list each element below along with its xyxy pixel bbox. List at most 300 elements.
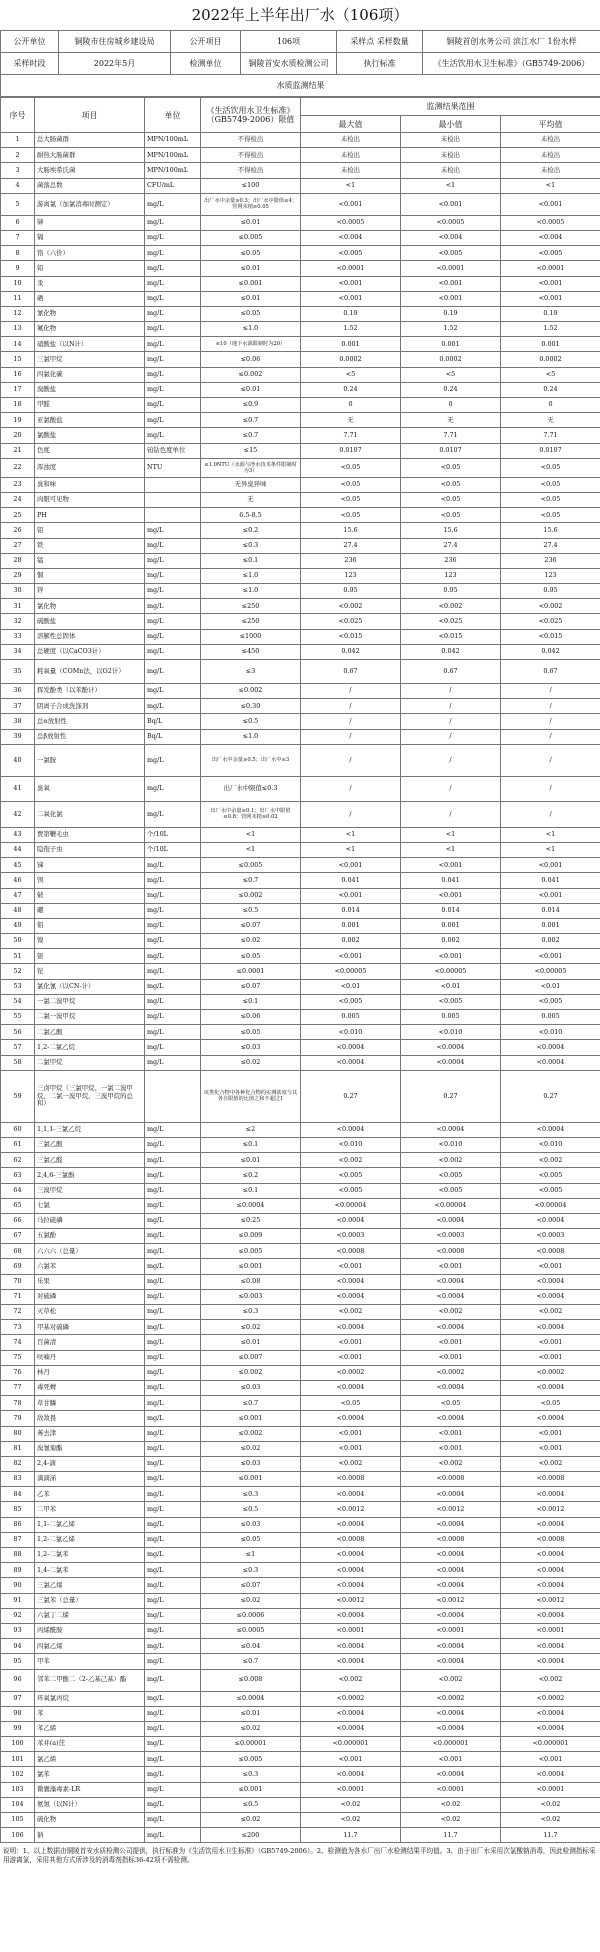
limit-value: ≤0.08 — [201, 1274, 301, 1289]
avg-value: <0.005 — [501, 246, 600, 261]
avg-value: <1 — [501, 178, 600, 193]
table-row — [1, 1813, 600, 1828]
table-row — [1, 538, 600, 553]
avg-value: <0.0008 — [501, 1532, 600, 1547]
table-row — [1, 428, 600, 443]
limit-value: ≤0.9 — [201, 398, 301, 413]
row-no: 79 — [1, 1411, 35, 1426]
avg-value: <0.0004 — [501, 1767, 600, 1782]
limit-value: ≤1000 — [201, 629, 301, 644]
item-name: 硫酸盐 — [35, 614, 145, 629]
limit-value: ≤0.5 — [201, 903, 301, 918]
avg-value: <0.02 — [501, 1797, 600, 1812]
min-value: 15.6 — [401, 523, 501, 538]
row-no: 73 — [1, 1320, 35, 1335]
table-row — [1, 291, 600, 306]
max-value: <0.0004 — [301, 1767, 401, 1782]
avg-value: <0.0002 — [501, 1365, 600, 1380]
limit-value: 无异臭异味 — [201, 477, 301, 492]
item-name: 苯 — [35, 1706, 145, 1721]
row-no: 63 — [1, 1168, 35, 1183]
min-value: 236 — [401, 553, 501, 568]
max-value: <0.001 — [301, 1350, 401, 1365]
row-no: 11 — [1, 291, 35, 306]
unit: mg/L — [145, 1040, 201, 1055]
meta-row-2 — [1, 53, 600, 75]
unit — [145, 508, 201, 523]
avg-value: <0.0004 — [501, 1411, 600, 1426]
table-row — [1, 858, 600, 873]
limit-value: ≤0.01 — [201, 215, 301, 230]
min-value: <0.0008 — [401, 1472, 501, 1487]
max-value: <0.0004 — [301, 1411, 401, 1426]
avg-value: <0.0001 — [501, 1782, 600, 1797]
item-name: 七氯 — [35, 1198, 145, 1213]
unit: mg/L — [145, 1813, 201, 1828]
unit: mg/L — [145, 276, 201, 291]
max-value: / — [301, 801, 401, 827]
table-row — [1, 918, 600, 933]
header-min: 最小值 — [401, 116, 501, 133]
min-value: <1 — [401, 842, 501, 857]
table-row — [1, 163, 600, 178]
item-name: 六氯苯 — [35, 1259, 145, 1274]
unit: mg/L — [145, 1213, 201, 1228]
max-value: <0.05 — [301, 1396, 401, 1411]
table-row — [1, 776, 600, 801]
table-row — [1, 714, 600, 729]
row-no: 48 — [1, 903, 35, 918]
row-no: 106 — [1, 1828, 35, 1843]
item-name: 甲基对硫磷 — [35, 1320, 145, 1335]
max-value: 0.014 — [301, 903, 401, 918]
min-value: <0.0003 — [401, 1229, 501, 1244]
avg-value: <0.00004 — [501, 1198, 600, 1213]
item-name: 二氯甲烷 — [35, 1055, 145, 1070]
avg-value: 11.7 — [501, 1828, 600, 1843]
avg-value: 15.6 — [501, 523, 600, 538]
table-row — [1, 261, 600, 276]
table-row — [1, 729, 600, 744]
limit-value: ≤0.07 — [201, 1578, 301, 1593]
max-value: <0.0001 — [301, 261, 401, 276]
avg-value: <0.0004 — [501, 1608, 600, 1623]
unit: mg/L — [145, 1487, 201, 1502]
table-row — [1, 508, 600, 523]
unit: mg/L — [145, 1122, 201, 1137]
min-value: <5 — [401, 367, 501, 382]
row-no: 17 — [1, 382, 35, 397]
avg-value: <0.0001 — [501, 261, 600, 276]
row-no: 66 — [1, 1213, 35, 1228]
row-no: 26 — [1, 523, 35, 538]
row-no: 9 — [1, 261, 35, 276]
table-row — [1, 644, 600, 659]
row-no: 46 — [1, 873, 35, 888]
limit-value: ≤0.02 — [201, 1813, 301, 1828]
min-value: <0.0004 — [401, 1767, 501, 1782]
max-value: 7.71 — [301, 428, 401, 443]
max-value: <1 — [301, 178, 401, 193]
row-no: 36 — [1, 684, 35, 699]
limit-value: ≤0.01 — [201, 1335, 301, 1350]
avg-value: <0.05 — [501, 458, 600, 477]
unit: mg/L — [145, 1706, 201, 1721]
avg-value: <0.05 — [501, 1396, 600, 1411]
row-no: 39 — [1, 729, 35, 744]
max-value: <1 — [301, 842, 401, 857]
meta-cell: 执行标准 — [337, 53, 423, 75]
min-value: <0.005 — [401, 1168, 501, 1183]
table-row — [1, 1055, 600, 1070]
min-value: 0.95 — [401, 584, 501, 599]
item-name: 丙烯酰胺 — [35, 1623, 145, 1638]
min-value: <0.001 — [401, 1350, 501, 1365]
min-value: <0.05 — [401, 508, 501, 523]
min-value: / — [401, 714, 501, 729]
limit-value: ≤0.02 — [201, 1320, 301, 1335]
table-row — [1, 148, 600, 163]
min-value: <0.002 — [401, 1456, 501, 1471]
avg-value: <0.0004 — [501, 1289, 600, 1304]
item-name: 1,4-二氯苯 — [35, 1563, 145, 1578]
row-no: 31 — [1, 599, 35, 614]
limit-value: ≤0.01 — [201, 382, 301, 397]
item-name: 锑 — [35, 858, 145, 873]
unit: mg/L — [145, 1289, 201, 1304]
limit-value: 无 — [201, 492, 301, 507]
max-value: 0.041 — [301, 873, 401, 888]
min-value: <0.001 — [401, 1426, 501, 1441]
max-value: / — [301, 714, 401, 729]
row-no: 20 — [1, 428, 35, 443]
item-name: 马拉硫磷 — [35, 1213, 145, 1228]
row-no: 96 — [1, 1669, 35, 1691]
table-row — [1, 827, 600, 842]
unit: mg/L — [145, 776, 201, 801]
table-row — [1, 1010, 600, 1025]
item-name: 铝 — [35, 523, 145, 538]
max-value: <0.0004 — [301, 1274, 401, 1289]
avg-value: <0.0003 — [501, 1229, 600, 1244]
results-table — [0, 97, 600, 1843]
item-name: 总α放射性 — [35, 714, 145, 729]
avg-value: <0.005 — [501, 1183, 600, 1198]
table-row — [1, 1040, 600, 1055]
table-row — [1, 744, 600, 776]
row-no: 14 — [1, 337, 35, 352]
min-value: <0.0004 — [401, 1289, 501, 1304]
avg-value: <0.0004 — [501, 1548, 600, 1563]
unit: mg/L — [145, 918, 201, 933]
row-no: 98 — [1, 1706, 35, 1721]
max-value: 15.6 — [301, 523, 401, 538]
max-value: <0.0004 — [301, 1487, 401, 1502]
table-row — [1, 1244, 600, 1259]
unit: mg/L — [145, 322, 201, 337]
item-name: 苯乙烯 — [35, 1721, 145, 1736]
table-row — [1, 215, 600, 230]
table-row — [1, 1456, 600, 1471]
table-row — [1, 1396, 600, 1411]
meta-cell: 采样时段 — [1, 53, 59, 75]
row-no: 67 — [1, 1229, 35, 1244]
item-name: 铁 — [35, 538, 145, 553]
min-value: 0.67 — [401, 660, 501, 684]
min-value: <0.0008 — [401, 1532, 501, 1547]
item-name: 1,1-二氯乙烯 — [35, 1517, 145, 1532]
row-no: 64 — [1, 1183, 35, 1198]
table-row — [1, 1259, 600, 1274]
item-name: 臭氧 — [35, 776, 145, 801]
limit-value: ≤0.002 — [201, 1426, 301, 1441]
avg-value: 0.67 — [501, 660, 600, 684]
unit: mg/L — [145, 1721, 201, 1736]
min-value: <0.05 — [401, 1396, 501, 1411]
max-value: <0.010 — [301, 1137, 401, 1152]
table-row — [1, 1472, 600, 1487]
max-value: 未检出 — [301, 133, 401, 148]
row-no: 76 — [1, 1365, 35, 1380]
avg-value: 0.041 — [501, 873, 600, 888]
limit-value: ≤0.01 — [201, 291, 301, 306]
min-value: <0.010 — [401, 1025, 501, 1040]
min-value: <0.001 — [401, 1752, 501, 1767]
max-value: <0.0005 — [301, 215, 401, 230]
unit: mg/L — [145, 629, 201, 644]
avg-value: <0.002 — [501, 1456, 600, 1471]
avg-value: 7.71 — [501, 428, 600, 443]
max-value: <0.05 — [301, 508, 401, 523]
row-no: 89 — [1, 1563, 35, 1578]
row-no: 71 — [1, 1289, 35, 1304]
max-value: <0.002 — [301, 1153, 401, 1168]
min-value: 未检出 — [401, 133, 501, 148]
min-value: 0.19 — [401, 306, 501, 321]
item-name: 菌落总数 — [35, 178, 145, 193]
min-value: <0.0004 — [401, 1274, 501, 1289]
item-name: 二氯一溴甲烷 — [35, 1010, 145, 1025]
table-row — [1, 568, 600, 583]
limit-value: ≤0.7 — [201, 873, 301, 888]
avg-value: 0.002 — [501, 934, 600, 949]
table-row — [1, 1153, 600, 1168]
table-row — [1, 246, 600, 261]
unit: MPN/100mL — [145, 163, 201, 178]
max-value: 无 — [301, 413, 401, 428]
unit: mg/L — [145, 994, 201, 1009]
row-no: 62 — [1, 1153, 35, 1168]
unit: mg/L — [145, 1502, 201, 1517]
item-name: 氯苯 — [35, 1767, 145, 1782]
max-value: <0.0004 — [301, 1055, 401, 1070]
limit-value: ≤0.001 — [201, 1472, 301, 1487]
unit: mg/L — [145, 1767, 201, 1782]
row-no: 60 — [1, 1122, 35, 1137]
item-name: 三氯甲烷 — [35, 352, 145, 367]
row-no: 37 — [1, 699, 35, 714]
min-value: 0.005 — [401, 1010, 501, 1025]
table-row — [1, 1563, 600, 1578]
row-no: 59 — [1, 1070, 35, 1122]
min-value: <0.002 — [401, 599, 501, 614]
unit — [145, 1070, 201, 1122]
avg-value: 无 — [501, 413, 600, 428]
item-name: 硼 — [35, 903, 145, 918]
avg-value: <0.0002 — [501, 1691, 600, 1706]
unit: mg/L — [145, 246, 201, 261]
unit: NTU — [145, 458, 201, 477]
row-no: 84 — [1, 1487, 35, 1502]
avg-value: <0.0004 — [501, 1274, 600, 1289]
row-no: 23 — [1, 477, 35, 492]
avg-value: <0.05 — [501, 508, 600, 523]
min-value: <0.025 — [401, 614, 501, 629]
min-value: <0.005 — [401, 1183, 501, 1198]
table-row — [1, 1350, 600, 1365]
item-name: 2,4-滴 — [35, 1456, 145, 1471]
item-name: 镉 — [35, 230, 145, 245]
row-no: 93 — [1, 1623, 35, 1638]
item-name: 氯乙烯 — [35, 1752, 145, 1767]
min-value: <0.0004 — [401, 1563, 501, 1578]
unit: mg/L — [145, 934, 201, 949]
limit-value: 出厂水中余量≥0.1；出厂水中限值≤0.8；管网末梢≥0.02 — [201, 801, 301, 827]
min-value: 0.001 — [401, 337, 501, 352]
max-value: <0.0004 — [301, 1517, 401, 1532]
item-name: 四氯乙烯 — [35, 1639, 145, 1654]
max-value: <5 — [301, 367, 401, 382]
min-value: 0.014 — [401, 903, 501, 918]
unit: 个/10L — [145, 827, 201, 842]
avg-value: / — [501, 801, 600, 827]
max-value: 1.52 — [301, 322, 401, 337]
min-value: 未检出 — [401, 163, 501, 178]
min-value: 无 — [401, 413, 501, 428]
min-value: <0.0005 — [401, 215, 501, 230]
avg-value: <0.001 — [501, 291, 600, 306]
table-row — [1, 629, 600, 644]
row-no: 83 — [1, 1472, 35, 1487]
table-row — [1, 1752, 600, 1767]
unit: mg/L — [145, 903, 201, 918]
max-value: <0.02 — [301, 1813, 401, 1828]
min-value: <0.0004 — [401, 1320, 501, 1335]
avg-value: 未检出 — [501, 163, 600, 178]
min-value: <0.001 — [401, 1335, 501, 1350]
row-no: 2 — [1, 148, 35, 163]
unit: mg/L — [145, 1244, 201, 1259]
table-row — [1, 178, 600, 193]
row-no: 34 — [1, 644, 35, 659]
meta-cell: 公开单位 — [1, 31, 59, 53]
item-name: 1,2-二氯乙烯 — [35, 1532, 145, 1547]
min-value: <0.0001 — [401, 261, 501, 276]
avg-value: <0.0004 — [501, 1721, 600, 1736]
avg-value: <0.0004 — [501, 1563, 600, 1578]
table-row — [1, 1767, 600, 1782]
min-value: <0.0004 — [401, 1380, 501, 1395]
min-value: <1 — [401, 827, 501, 842]
item-name: 苯并(a)芘 — [35, 1737, 145, 1752]
avg-value: <0.02 — [501, 1813, 600, 1828]
item-name: 砷 — [35, 215, 145, 230]
row-no: 88 — [1, 1548, 35, 1563]
unit: mg/L — [145, 1669, 201, 1691]
unit: mg/L — [145, 1639, 201, 1654]
min-value: <0.0002 — [401, 1365, 501, 1380]
item-name: 二氧化氯 — [35, 801, 145, 827]
row-no: 105 — [1, 1813, 35, 1828]
footnote: 说明：1、以上数据由铜陵首安水质检测公司提供，执行标准为《生活饮用水卫生标准》（GB5749-2006）。2、检测值为各水厂出厂水检测结果平均值。3、由于出厂水采用次氯酸钠消毒，因此检测指标采用游离氯，采用其他方式所涉及的消毒剂指标36-42项不需检测。 — [3, 1847, 596, 1865]
item-name: PH — [35, 508, 145, 523]
unit: mg/L — [145, 1472, 201, 1487]
item-name: 钠 — [35, 1828, 145, 1843]
unit: mg/L — [145, 215, 201, 230]
max-value: <0.02 — [301, 1797, 401, 1812]
unit: mg/L — [145, 1441, 201, 1456]
avg-value: <0.05 — [501, 477, 600, 492]
min-value: <0.0004 — [401, 1608, 501, 1623]
min-value: / — [401, 776, 501, 801]
header-unit: 单位 — [145, 98, 201, 133]
row-no: 51 — [1, 949, 35, 964]
max-value: 未检出 — [301, 148, 401, 163]
limit-value: ≤250 — [201, 599, 301, 614]
max-value: <0.0004 — [301, 1320, 401, 1335]
max-value: <0.001 — [301, 1259, 401, 1274]
row-no: 50 — [1, 934, 35, 949]
item-name: 耐热大肠菌群 — [35, 148, 145, 163]
meta-cell: 铜陵市住房城乡建设局 — [59, 31, 171, 53]
unit: mg/L — [145, 553, 201, 568]
max-value: <0.0008 — [301, 1472, 401, 1487]
min-value: <0.0004 — [401, 1706, 501, 1721]
unit: mg/L — [145, 699, 201, 714]
limit-value: ≤0.5 — [201, 714, 301, 729]
table-row — [1, 979, 600, 994]
min-value: 27.4 — [401, 538, 501, 553]
min-value: 0.0107 — [401, 443, 501, 458]
table-row — [1, 193, 600, 215]
min-value: <0.05 — [401, 458, 501, 477]
item-name: 敌敌畏 — [35, 1411, 145, 1426]
limit-value: ≤100 — [201, 178, 301, 193]
item-name: 三氯乙酸 — [35, 1137, 145, 1152]
limit-value: ≤0.3 — [201, 1767, 301, 1782]
table-row — [1, 1691, 600, 1706]
row-no: 16 — [1, 367, 35, 382]
limit-value: ≤0.005 — [201, 1244, 301, 1259]
item-name: 甲苯 — [35, 1654, 145, 1669]
item-name: 臭和味 — [35, 477, 145, 492]
min-value: <0.0004 — [401, 1548, 501, 1563]
table-row — [1, 801, 600, 827]
item-name: 1,2-二氯苯 — [35, 1548, 145, 1563]
item-name: 总大肠菌群 — [35, 133, 145, 148]
min-value: / — [401, 801, 501, 827]
table-row — [1, 584, 600, 599]
row-no: 21 — [1, 443, 35, 458]
item-name: 阴离子合成洗涤剂 — [35, 699, 145, 714]
unit: mg/L — [145, 367, 201, 382]
avg-value: 0.014 — [501, 903, 600, 918]
max-value: <0.005 — [301, 1168, 401, 1183]
unit: mg/L — [145, 382, 201, 397]
limit-value: ≤0.03 — [201, 1380, 301, 1395]
row-no: 57 — [1, 1040, 35, 1055]
unit: mg/L — [145, 1411, 201, 1426]
